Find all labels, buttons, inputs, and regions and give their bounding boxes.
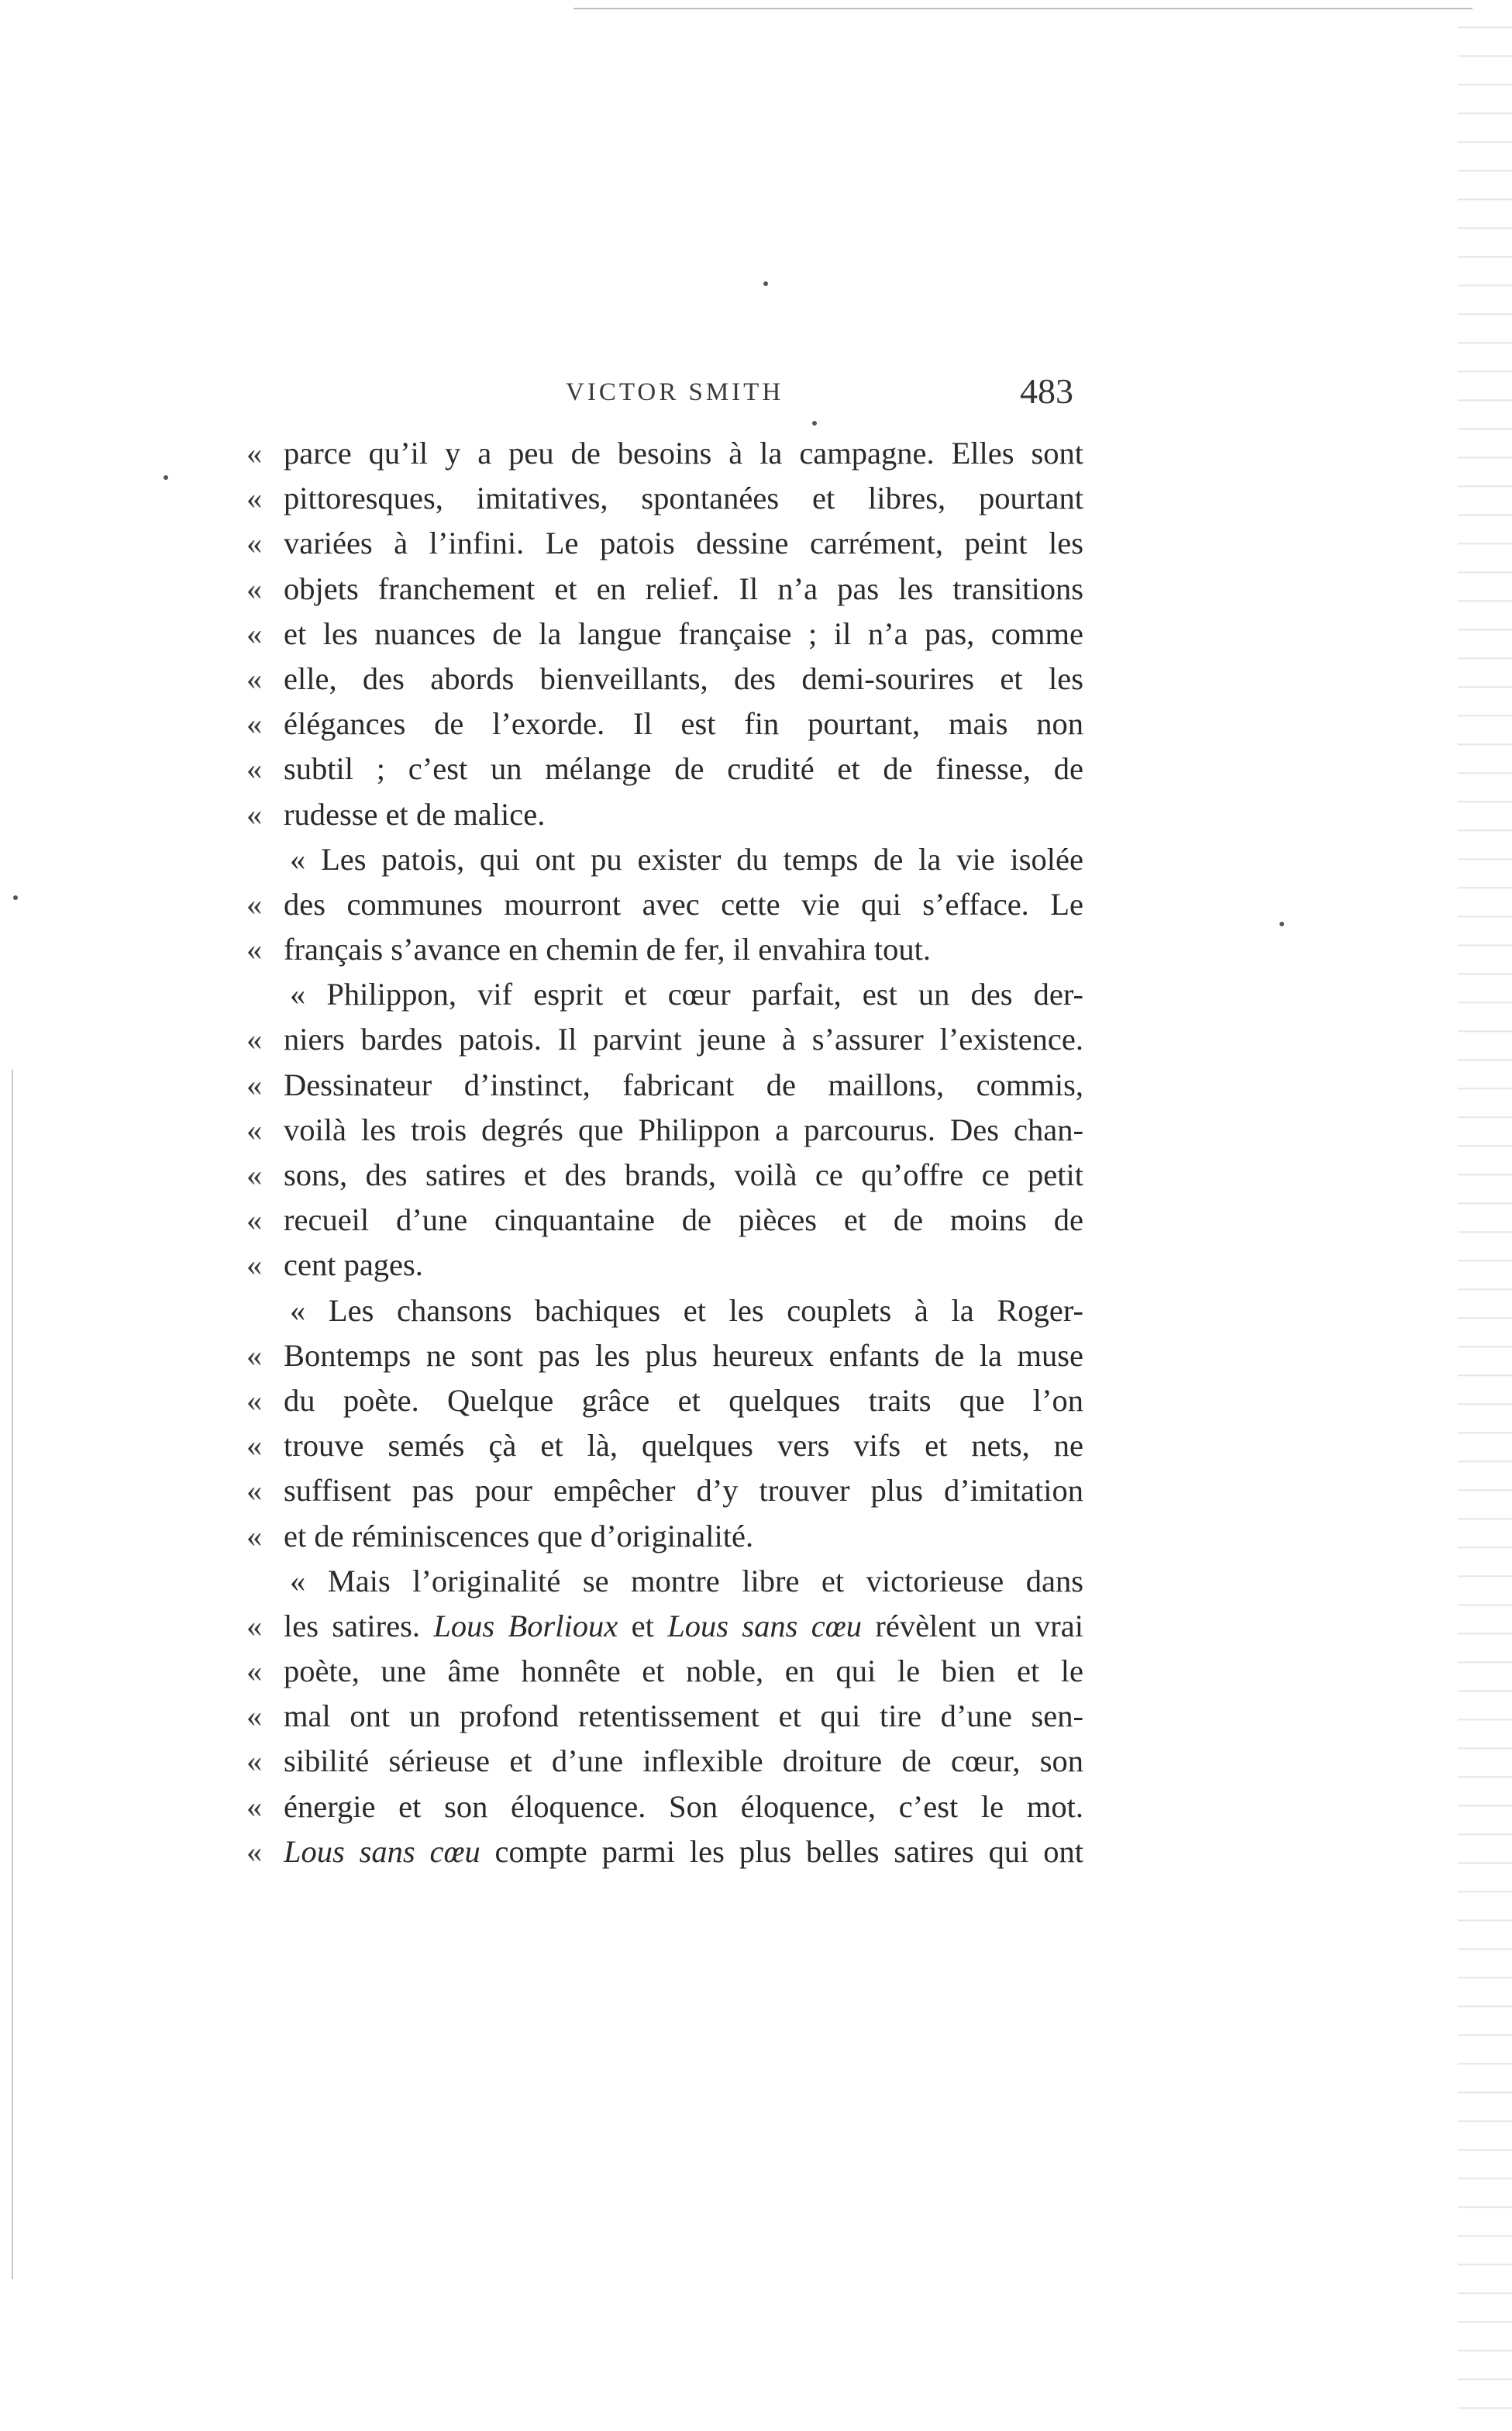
- scan-speck: [763, 281, 768, 286]
- italic-title: Lous sans cœu: [284, 1833, 480, 1869]
- line-text: objets franchement et en relief. Il n’a pas les transitions: [284, 571, 1083, 606]
- quote-mark: «: [246, 1788, 263, 1824]
- line-text: niers bardes patois. Il parvint jeune à s’assurer l’existence.: [284, 1022, 1083, 1057]
- line-text: sons, des satires et des brands, voilà ce qu’offre ce petit: [284, 1157, 1083, 1192]
- text-line: [246, 1423, 1083, 1468]
- quote-mark: «: [246, 1202, 263, 1238]
- line-text: et les nuances de la langue française ; il n’a pas, comme: [284, 616, 1083, 651]
- quote-mark: «: [246, 1112, 263, 1147]
- quote-mark: «: [246, 1337, 263, 1373]
- line-text: du poète. Quelque grâce et quelques traits que l’on: [284, 1382, 1083, 1418]
- text-line: [246, 1017, 1083, 1062]
- line-text: subtil ; c’est un mélange de crudité et de finesse, de: [284, 751, 1083, 787]
- quote-mark: «: [246, 886, 263, 922]
- text-line: [246, 837, 1083, 882]
- quote-mark: «: [246, 1157, 263, 1192]
- text-line: [246, 1108, 1083, 1153]
- running-title: VICTOR SMITH: [566, 378, 784, 406]
- quote-mark: «: [246, 1653, 263, 1689]
- text-line: [246, 702, 1083, 747]
- line-text: [284, 1604, 1083, 1649]
- quote-mark: «: [246, 1518, 263, 1553]
- text-line: [246, 1784, 1083, 1829]
- text-line: [246, 1694, 1083, 1739]
- text-line: [246, 972, 1083, 1017]
- line-text: pittoresques, imitatives, spontanées et libres, pourtant: [284, 481, 1083, 516]
- text-line: [246, 657, 1083, 702]
- line-text: suffisent pas pour empêcher d’y trouver plus d’imitation: [284, 1473, 1083, 1509]
- line-text: cent pages.: [284, 1247, 423, 1283]
- quote-mark: «: [246, 1743, 263, 1779]
- text-run: révèlent un vrai: [862, 1608, 1083, 1643]
- text-line: [246, 1514, 1083, 1559]
- text-run: les satires.: [284, 1608, 434, 1643]
- quote-mark: «: [246, 932, 263, 967]
- quote-mark: «: [246, 481, 263, 516]
- line-text: voilà les trois degrés que Philippon a parcourus. Des chan-: [284, 1112, 1083, 1147]
- text-line: [246, 431, 1083, 476]
- scan-speck: [13, 895, 18, 900]
- text-line: [246, 1468, 1083, 1513]
- line-text: « Philippon, vif esprit et cœur parfait, est un des der-: [290, 977, 1083, 1012]
- line-text: [284, 1829, 1083, 1874]
- line-text: mal ont un profond retentissement et qui tire d’une sen-: [284, 1698, 1083, 1734]
- text-line: [246, 1829, 1083, 1874]
- text-line: [246, 1649, 1083, 1694]
- line-text: Bontemps ne sont pas les plus heureux enfants de la muse: [284, 1337, 1083, 1373]
- line-text: des communes mourront avec cette vie qui s’efface. Le: [284, 886, 1083, 922]
- quote-mark: «: [246, 706, 263, 742]
- line-text: trouve semés çà et là, quelques vers vifs et nets, ne: [284, 1428, 1083, 1464]
- text-line: [246, 476, 1083, 521]
- quote-mark: «: [246, 660, 263, 696]
- text-line: [246, 612, 1083, 657]
- text-line: [246, 1739, 1083, 1784]
- quote-mark: «: [246, 1608, 263, 1643]
- scan-margin-line: [12, 1070, 13, 2279]
- italic-title: Lous sans cœu: [667, 1608, 862, 1643]
- quote-mark: «: [246, 1698, 263, 1734]
- quote-mark: «: [246, 571, 263, 606]
- text-line: [246, 1604, 1083, 1649]
- text-line: [246, 747, 1083, 791]
- quote-mark: «: [246, 751, 263, 787]
- text-line: [246, 1153, 1083, 1198]
- line-text: rudesse et de malice.: [284, 796, 546, 832]
- running-head: [0, 371, 1512, 425]
- line-text: parce qu’il y a peu de besoins à la campagne. Elles sont: [284, 436, 1083, 471]
- text-line: [246, 1559, 1083, 1604]
- line-text: variées à l’infini. Le patois dessine carrément, peint les: [284, 526, 1083, 561]
- line-text: recueil d’une cinquantaine de pièces et de moins de: [284, 1202, 1083, 1238]
- scan-edge-speckle: [1458, 0, 1512, 2431]
- quote-mark: «: [246, 1247, 263, 1283]
- quote-mark: «: [246, 1022, 263, 1057]
- scan-edge-line: [573, 8, 1472, 9]
- text-line: [246, 1243, 1083, 1288]
- text-line: [246, 1378, 1083, 1423]
- text-line: [246, 1288, 1083, 1333]
- text-run: compte parmi les plus belles satires qui ont: [480, 1833, 1083, 1869]
- quote-mark: «: [246, 1473, 263, 1509]
- quote-mark: «: [246, 1067, 263, 1102]
- line-text: Dessinateur d’instinct, fabricant de maillons, commis,: [284, 1067, 1083, 1102]
- line-text: et de réminiscences que d’originalité.: [284, 1518, 754, 1553]
- body-text: [246, 431, 1083, 1874]
- text-line: [246, 792, 1083, 837]
- text-line: [246, 927, 1083, 972]
- line-text: énergie et son éloquence. Son éloquence, c’est le mot.: [284, 1788, 1083, 1824]
- line-text: elle, des abords bienveillants, des demi-sourires et les: [284, 660, 1083, 696]
- scan-speck: [164, 475, 168, 480]
- text-line: [246, 521, 1083, 566]
- quote-mark: «: [246, 436, 263, 471]
- text-run: et: [618, 1608, 668, 1643]
- italic-title: Lous Borlioux: [433, 1608, 618, 1643]
- line-text: français s’avance en chemin de fer, il envahira tout.: [284, 932, 931, 967]
- quote-mark: «: [246, 616, 263, 651]
- line-text: « Mais l’originalité se montre libre et victorieuse dans: [290, 1563, 1083, 1598]
- line-text: « Les chansons bachiques et les couplets à la Roger-: [290, 1292, 1083, 1328]
- quote-mark: «: [246, 526, 263, 561]
- text-line: [246, 1063, 1083, 1108]
- scan-speck: [1280, 922, 1284, 926]
- text-line: [246, 567, 1083, 612]
- quote-mark: «: [246, 1428, 263, 1464]
- line-text: élégances de l’exorde. Il est fin pourtant, mais non: [284, 706, 1083, 742]
- text-line: [246, 882, 1083, 927]
- quote-mark: «: [246, 796, 263, 832]
- line-text: « Les patois, qui ont pu exister du temps de la vie isolée: [290, 841, 1083, 877]
- line-text: sibilité sérieuse et d’une inflexible droiture de cœur, son: [284, 1743, 1083, 1779]
- text-line: [246, 1333, 1083, 1378]
- line-text: poète, une âme honnête et noble, en qui le bien et le: [284, 1653, 1083, 1689]
- page-number: 483: [1020, 371, 1073, 411]
- quote-mark: «: [246, 1382, 263, 1418]
- text-line: [246, 1198, 1083, 1243]
- quote-mark: «: [246, 1833, 263, 1869]
